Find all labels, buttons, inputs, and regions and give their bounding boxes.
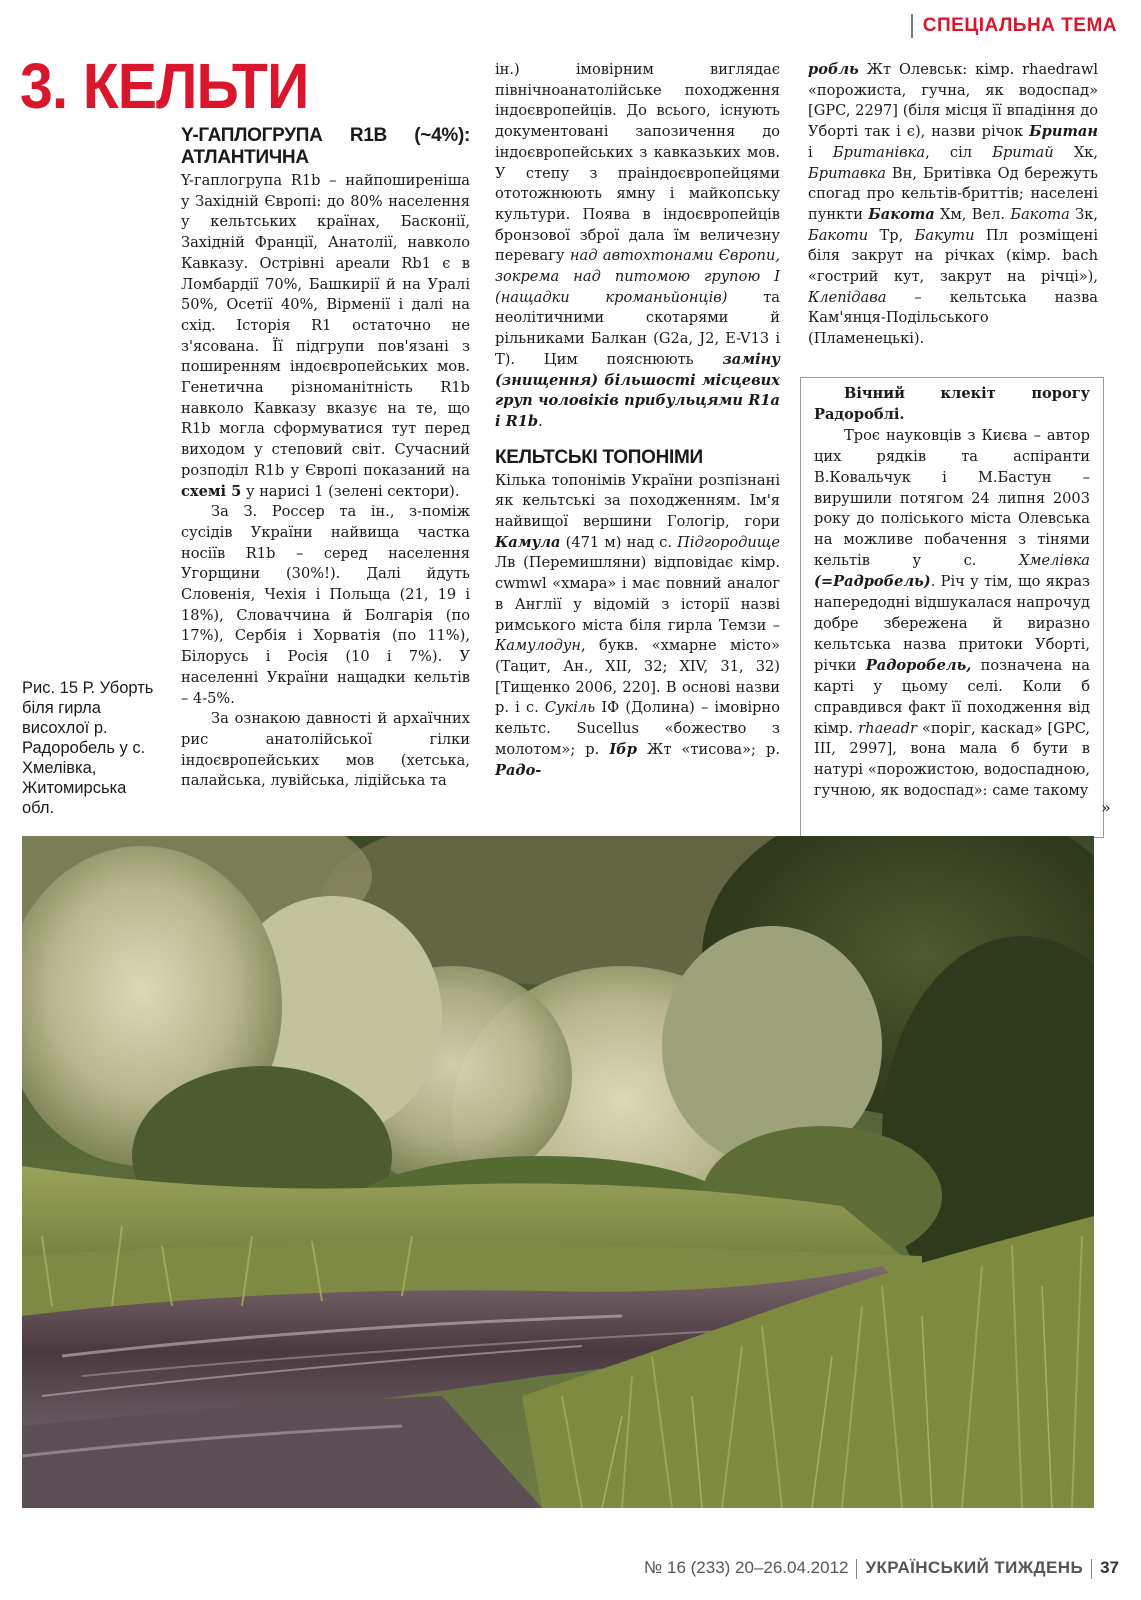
col1-paragraph-1: Y-гаплогрупа R1b – найпоширеніша у Західній Європі: до 80% населення у кельтських країнах, Басконії, Західній Франції, Анатолії, навколо Кавказу. Острівні ареали Rb1 є в Ломбардії 70%, Башкирії й на Уралі 50%, Осетії 40%, Вірменії і далі на схід. Історія R1 остаточно не з'ясована. Її підгрупи пов'язані з поширенням індоєвропейських мов. Генетична різноманітність R1b навколо Кавказу вказує на те, що R1b могла сформуватися тут перед виходом у степовий світ. Сучасний розподіл R1b у Європі показаний на схемі 5 у нарисі 1 (зелені сектори).: [181, 172, 470, 500]
river-photo: [22, 836, 1094, 1508]
column-3: [808, 60, 1098, 350]
col2-heading: КЕЛЬТСЬКІ ТОПОНІМИ: [495, 446, 703, 468]
continue-marker: »: [1101, 798, 1111, 817]
page-number: 37: [1100, 1558, 1119, 1577]
sidebar-box: [800, 377, 1104, 838]
column-2: [495, 60, 780, 781]
footer-divider: [856, 1559, 857, 1579]
sidebar-title: Вічний клекіт порогу Радороблі.: [814, 385, 1090, 423]
page-footer: [644, 1556, 1119, 1580]
col2-paragraph-2: Кілька топонімів України розпізнані як кельтські за походженням. Ім'я найвищої вершини Гологір, гори Камула (471 м) над с. Підгородище Лв (Перемишляни) відповідає кімр. cwmwl «хмара» і має повний аналог в Англії у відомій з історії назві римського міста біля гирла Темзи – Камулодун, букв. «хмарне місто» (Тацит, Ан., XII, 32; XIV, 31, 32) [Тищенко 2006, 220]. В основі назви р. і с. Сукіль ІФ (Долина) – імовірно кельтс. Sucellus «божество з молотом»; р. Ібр Жт «тисова»; р. Радо-: [495, 471, 780, 779]
col1-heading: Y-ГАПЛОГРУПА R1B (~4%): АТЛАНТИЧНА: [181, 125, 470, 168]
sidebar-paragraph: Троє науковців з Києва – автор цих рядків та аспіранти В.Ковальчук і М.Бастун – вирушили потягом 24 липня 2003 року до поліського міста Олевська на можливе побачення з тінями кельтів у с. Хмелівка (=Радробель). Річ у тім, що якраз напередодні відшукалася напрочуд добре збережена й виразно кельтська назва притоки Уборті, річки Радоробель, позначена на карті у цьому селі. Коли б справдився факт її походження від кімр. rhaeadr «поріг, каскад» [GPC, III, 2997], вона мала б бути в натурі «порожистою, водоспадною, гучною, як водоспад»: саме такому: [814, 426, 1091, 800]
magazine-name: УКРАЇНСЬКИЙ ТИЖДЕНЬ: [865, 1558, 1084, 1577]
figure-caption: Рис. 15 Р. Уборть біля гирла висохлої р. Радоробель у с. Хмелівка, Житомирська обл.: [22, 679, 154, 817]
col3-paragraph-1: робль Жт Олевськ: кімр. rhaedrawl «порожиста, гучна, як водоспад» [GPC, 2297] (біля місця її впадіння до Уборті так і є), назви річок Британ і Британівка, сіл Бритай Хк, Бритавка Вн, Бритівка Од бережуть спогад про кельтів-бриттів; населені пункти Бакота Хм, Вел. Бакота Зк, Бакоти Тр, Бакути Пл розміщені біля закрут на річках (кімр. bach «гострий кут, закрут на річці»), Клепідава – кельтська назва Кам'янця-Подільського (Пламенецькі).: [808, 61, 1099, 348]
column-1: [181, 125, 470, 792]
article-title: 3. КЕЛЬТИ: [20, 50, 309, 122]
scheme-reference: схемі 5: [181, 482, 242, 500]
issue-info: № 16 (233) 20–26.04.2012: [644, 1558, 849, 1577]
col1-paragraph-2: За З. Россер та ін., з-поміж сусідів України найвища частка носіїв R1b – серед населення Угорщини (30%!). Далі йдуть Словенія, Чехія і Польща (21, 19 і 18%), Словаччина й Болгарія (по 17%), Сербія і Хорватія (по 11%), Білорусь і Росія (10 і 7%). У населенні України нащадки кельтів – 4-5%.: [181, 503, 470, 707]
section-label: СПЕЦІАЛЬНА ТЕМА: [911, 14, 1117, 38]
col2-paragraph-1: ін.) імовірним виглядає північноанатолійське походження індоєвропейців. До всього, існують документовані запозичення до індоєвропейських з кавказьких мов. У степу з праіндоєвропейцями ототожнюють ямну і майкопську культури. Поява в індоєвропейців бронзової зброї дала їм величезну перевагу над автохтонами Європи, зокрема над питомою групою I (нащадки кроманьйонців) та неолітичними скотарями й рільниками Балкан (G2a, J2, E-V13 і T). Цим пояснюють заміну (знищення) більшості місцевих груп чоловіків прибульцями R1a і R1b.: [495, 61, 780, 430]
footer-divider: [1091, 1559, 1092, 1579]
river-photo-illustration: [22, 836, 1094, 1508]
col1-paragraph-3: За ознакою давності й архаїчних рис анатолійської гілки індоєвропейських мов (хетська, палайська, лувійська, лідійська та: [181, 710, 470, 790]
